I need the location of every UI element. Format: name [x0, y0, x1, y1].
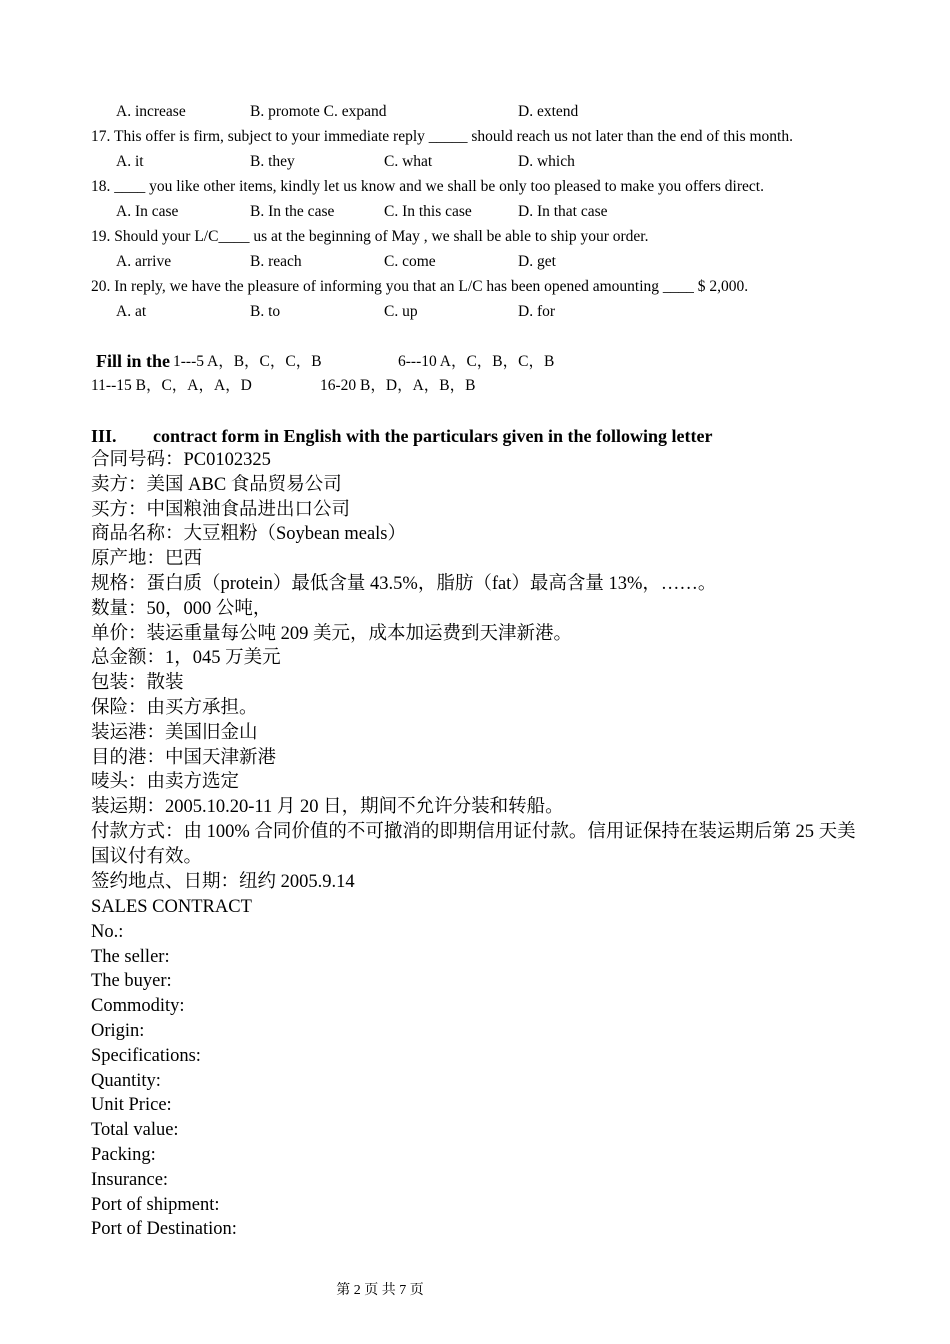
- particular-line: 商品名称：大豆粗粉（Soybean meals）: [91, 524, 406, 545]
- option: B. reach: [250, 253, 302, 270]
- field-total-value: Total value:: [91, 1120, 179, 1141]
- section-heading: [91, 424, 712, 448]
- particular-line: 合同号码：PC0102325: [91, 450, 271, 470]
- q18-options: [116, 199, 816, 224]
- option: C. what: [384, 153, 433, 170]
- particular-line: 装运期：2005.10.20-11 月 20 日，期间不允许分装和转船。: [91, 797, 564, 818]
- question-19: 19. Should your L/C____ us at the beginning of May , we shall be able to ship your order.: [91, 228, 649, 245]
- option: C. come: [384, 253, 436, 270]
- q16-options: [116, 99, 816, 124]
- field-unit-price: Unit Price:: [91, 1095, 172, 1116]
- question-18: 18. ____ you like other items, kindly let us know and we shall be only too pleased to make you offers direct.: [91, 178, 764, 195]
- particular-line: 目的港：中国天津新港: [91, 747, 277, 768]
- option: D. get: [518, 253, 556, 270]
- particular-line: 装运港：美国旧金山: [91, 722, 258, 743]
- question-20: 20. In reply, we have the pleasure of informing you that an L/C has been opened amounting ____ $ 2,000.: [91, 278, 749, 295]
- particular-line: 包装：散装: [91, 673, 184, 694]
- option: D. extend: [518, 103, 579, 120]
- answers-16-20: 16-20 B，D，A，B，B: [320, 377, 476, 394]
- option: A. arrive: [116, 253, 172, 270]
- option: D. for: [518, 303, 556, 320]
- option: C. up: [384, 303, 418, 320]
- section-numeral: III.: [91, 426, 117, 446]
- option: B. to: [250, 303, 281, 320]
- contract-title: SALES CONTRACT: [91, 897, 252, 917]
- answers-6-10: 6---10 A，C，B，C，B: [398, 353, 555, 370]
- field-insurance: Insurance:: [91, 1169, 169, 1190]
- contract-form: [91, 895, 252, 1242]
- field-specifications: Specifications:: [91, 1045, 201, 1066]
- particular-line: 规格：蛋白质（protein）最低含量 43.5%，脂肪（fat）最高含量 13%，……。: [91, 573, 717, 594]
- option: B. they: [250, 153, 295, 170]
- particular-line: 总金额：1，045 万美元: [91, 648, 281, 669]
- particular-line: 买方：中国粮油食品进出口公司: [91, 499, 351, 520]
- particular-line: 单价：装运重量每公吨 209 美元，成本加运费到天津新港。: [91, 623, 573, 644]
- field-packing: Packing:: [91, 1144, 156, 1165]
- field-buyer: The buyer:: [91, 971, 172, 992]
- option: D. which: [518, 153, 575, 170]
- field-seller: The seller:: [91, 946, 170, 967]
- particulars-list: [91, 448, 716, 820]
- particular-line: 保险：由买方承担。: [91, 697, 258, 718]
- option: A. increase: [116, 103, 186, 120]
- answers-1-5: 1---5 A，B，C，C，B: [173, 353, 322, 370]
- option: D. In that case: [518, 203, 608, 220]
- option: B. In the case: [250, 203, 335, 220]
- field-no: No.:: [91, 921, 124, 942]
- option: A. it: [116, 153, 144, 170]
- q19-options: [116, 249, 816, 274]
- answer-key-label: Fill in the: [96, 351, 171, 371]
- page-footer: 第 2 页 共 7 页: [336, 1283, 424, 1298]
- q17-options: [116, 149, 816, 174]
- q20-options: [116, 299, 816, 324]
- field-origin: Origin:: [91, 1020, 145, 1041]
- option: C. In this case: [384, 203, 472, 220]
- question-17: 17. This offer is firm, subject to your immediate reply _____ should reach us not later than the end of this month.: [91, 128, 793, 145]
- particular-line: 数量：50，000 公吨，: [91, 598, 272, 619]
- option: A. In case: [116, 203, 179, 220]
- field-commodity: Commodity:: [91, 996, 185, 1017]
- particular-line: 原产地：巴西: [91, 549, 203, 570]
- payment-terms: 付款方式：由 100% 合同价值的不可撤消的即期信用证付款。信用证保持在装运期后第 25 天美国议付有效。: [91, 822, 856, 867]
- field-port-of-shipment: Port of shipment:: [91, 1194, 220, 1215]
- option: B. promote C. expand: [250, 103, 387, 120]
- particular-line: 卖方：美国 ABC 食品贸易公司: [91, 474, 342, 495]
- field-quantity: Quantity:: [91, 1070, 161, 1091]
- particular-line: 唛头：由卖方选定: [91, 772, 240, 793]
- option: A. at: [116, 303, 147, 320]
- answers-11-15: 11--15 B，C，A，A，D: [91, 377, 252, 394]
- field-port-of-destination: Port of Destination:: [91, 1219, 237, 1240]
- signing-place-date: 签约地点、日期：纽约 2005.9.14: [91, 872, 355, 892]
- section-title: contract form in English with the particulars given in the following letter: [153, 426, 713, 446]
